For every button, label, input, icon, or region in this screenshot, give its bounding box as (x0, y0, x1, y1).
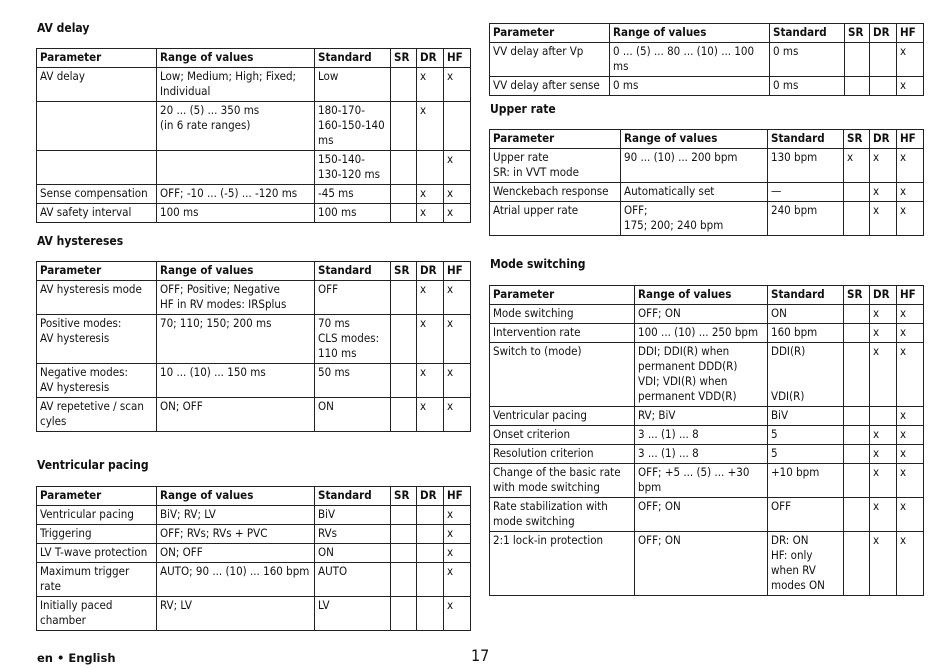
cell-sr (391, 563, 417, 597)
table-row (37, 563, 471, 597)
table-row (490, 202, 924, 236)
cell-hf: x (444, 315, 471, 364)
cell-parameter: 2:1 lock-in protection (490, 532, 635, 596)
cell-hf: x (897, 77, 924, 96)
cell-sr (845, 77, 870, 96)
cell-sr (844, 202, 870, 236)
cell-dr: x (417, 315, 444, 364)
header-sr: SR (845, 24, 870, 43)
cell-range: Low; Medium; High; Fixed; Individual (157, 68, 315, 102)
cell-dr: x (870, 445, 897, 464)
table-row (490, 464, 924, 498)
table-row (490, 426, 924, 445)
table-row (37, 597, 471, 631)
cell-range: OFF; ON (635, 532, 768, 596)
cell-standard: DDI(R) VDI(R) (768, 343, 844, 407)
cell-dr (417, 544, 444, 563)
cell-sr (845, 43, 870, 77)
header-hf: HF (897, 286, 924, 305)
cell-range: OFF; ON (635, 498, 768, 532)
table-row (37, 315, 471, 364)
cell-parameter: Onset criterion (490, 426, 635, 445)
cell-hf: x (444, 68, 471, 102)
cell-hf: x (897, 532, 924, 596)
cell-dr: x (870, 464, 897, 498)
vv-delay-table (489, 23, 924, 96)
cell-sr (391, 204, 417, 223)
cell-sr (391, 185, 417, 204)
table-row (37, 185, 471, 204)
table-row (37, 506, 471, 525)
header-range: Range of values (157, 49, 315, 68)
cell-hf: x (444, 281, 471, 315)
cell-hf: x (897, 324, 924, 343)
cell-range: 3 ... (1) ... 8 (635, 426, 768, 445)
cell-range: OFF; 175; 200; 240 bpm (621, 202, 768, 236)
cell-standard: LV (315, 597, 391, 631)
table-row (490, 183, 924, 202)
cell-standard: -45 ms (315, 185, 391, 204)
cell-standard: 100 ms (315, 204, 391, 223)
cell-parameter: Maximum trigger rate (37, 563, 157, 597)
cell-range: OFF; Positive; Negative HF in RV modes: IRSplus (157, 281, 315, 315)
section-title-av-hystereses: AV hystereses (37, 234, 124, 248)
cell-dr (417, 506, 444, 525)
header-range: Range of values (635, 286, 768, 305)
header-standard: Standard (770, 24, 845, 43)
table-row (490, 498, 924, 532)
cell-dr (870, 43, 897, 77)
cell-parameter: AV repetetive / scan cyles (37, 398, 157, 432)
cell-dr (417, 597, 444, 631)
cell-sr (391, 398, 417, 432)
cell-hf: x (897, 305, 924, 324)
cell-dr: x (870, 202, 897, 236)
cell-parameter: Positive modes: AV hysteresis (37, 315, 157, 364)
cell-sr (844, 426, 870, 445)
cell-standard: 5 (768, 426, 844, 445)
header-sr: SR (391, 487, 417, 506)
av-hystereses-table (36, 261, 471, 432)
cell-dr: x (417, 185, 444, 204)
table-row (490, 532, 924, 596)
cell-range: 0 ms (610, 77, 770, 96)
cell-range: 20 ... (5) ... 350 ms (in 6 rate ranges) (157, 102, 315, 151)
cell-sr: x (844, 149, 870, 183)
cell-sr (391, 506, 417, 525)
cell-sr (844, 183, 870, 202)
cell-dr: x (870, 498, 897, 532)
cell-parameter: AV delay (37, 68, 157, 102)
cell-standard: ON (768, 305, 844, 324)
cell-range: 70; 110; 150; 200 ms (157, 315, 315, 364)
table-row (37, 68, 471, 102)
cell-dr: x (417, 281, 444, 315)
cell-parameter: Sense compensation (37, 185, 157, 204)
header-hf: HF (897, 24, 924, 43)
cell-sr (844, 407, 870, 426)
header-range: Range of values (610, 24, 770, 43)
cell-parameter: LV T-wave protection (37, 544, 157, 563)
cell-hf: x (444, 364, 471, 398)
upper-rate-table (489, 129, 924, 236)
cell-hf (444, 102, 471, 151)
table-row (37, 151, 471, 185)
cell-standard: +10 bpm (768, 464, 844, 498)
cell-range: 100 ms (157, 204, 315, 223)
cell-dr: x (870, 183, 897, 202)
cell-dr: x (417, 364, 444, 398)
header-dr: DR (870, 130, 897, 149)
table-row (490, 43, 924, 77)
cell-parameter: Intervention rate (490, 324, 635, 343)
table-row (490, 305, 924, 324)
cell-sr (391, 597, 417, 631)
header-hf: HF (444, 487, 471, 506)
cell-hf: x (897, 149, 924, 183)
cell-range: Automatically set (621, 183, 768, 202)
header-dr: DR (870, 24, 897, 43)
cell-sr (844, 324, 870, 343)
header-range: Range of values (157, 262, 315, 281)
table-row (37, 102, 471, 151)
section-title-ventricular-pacing: Ventricular pacing (37, 458, 149, 472)
cell-dr: x (417, 68, 444, 102)
header-parameter: Parameter (37, 487, 157, 506)
cell-standard: BiV (315, 506, 391, 525)
cell-dr (870, 407, 897, 426)
cell-parameter: Resolution criterion (490, 445, 635, 464)
table-row (37, 204, 471, 223)
cell-hf: x (897, 202, 924, 236)
ventricular-pacing-table (36, 486, 471, 631)
cell-parameter (37, 102, 157, 151)
cell-dr (870, 77, 897, 96)
cell-standard: 130 bpm (768, 149, 844, 183)
cell-range: 90 ... (10) ... 200 bpm (621, 149, 768, 183)
cell-parameter: Negative modes: AV hysteresis (37, 364, 157, 398)
cell-sr (844, 343, 870, 407)
cell-range: ON; OFF (157, 544, 315, 563)
cell-hf: x (444, 506, 471, 525)
cell-standard: 70 ms CLS modes: 110 ms (315, 315, 391, 364)
cell-dr: x (417, 398, 444, 432)
cell-hf: x (897, 445, 924, 464)
cell-standard: 180-170-160-150-140 ms (315, 102, 391, 151)
table-header-row (37, 487, 471, 506)
cell-sr (391, 68, 417, 102)
cell-hf: x (444, 544, 471, 563)
cell-range: 0 ... (5) ... 80 ... (10) ... 100 ms (610, 43, 770, 77)
header-standard: Standard (768, 130, 844, 149)
cell-range: OFF; -10 ... (-5) ... -120 ms (157, 185, 315, 204)
cell-dr: x (870, 426, 897, 445)
cell-dr: x (870, 149, 897, 183)
header-hf: HF (444, 49, 471, 68)
cell-standard: BiV (768, 407, 844, 426)
header-parameter: Parameter (37, 49, 157, 68)
cell-hf: x (444, 151, 471, 185)
cell-parameter: Mode switching (490, 305, 635, 324)
header-hf: HF (444, 262, 471, 281)
table-row (37, 544, 471, 563)
cell-parameter: Wenckebach response (490, 183, 621, 202)
header-dr: DR (870, 286, 897, 305)
cell-standard: 0 ms (770, 43, 845, 77)
cell-parameter: Change of the basic rate with mode switching (490, 464, 635, 498)
cell-standard: 5 (768, 445, 844, 464)
cell-hf: x (897, 407, 924, 426)
av-delay-table (36, 48, 471, 223)
table-row (490, 149, 924, 183)
table-row (37, 281, 471, 315)
cell-dr: x (870, 305, 897, 324)
cell-sr (391, 102, 417, 151)
cell-parameter: Triggering (37, 525, 157, 544)
cell-sr (391, 315, 417, 364)
cell-hf: x (897, 498, 924, 532)
cell-range (157, 151, 315, 185)
cell-parameter: Switch to (mode) (490, 343, 635, 407)
cell-standard: OFF (768, 498, 844, 532)
table-row (490, 343, 924, 407)
cell-hf: x (444, 597, 471, 631)
cell-hf: x (897, 464, 924, 498)
cell-dr (417, 151, 444, 185)
cell-range: OFF; +5 ... (5) ... +30 bpm (635, 464, 768, 498)
cell-parameter: VV delay after Vp (490, 43, 610, 77)
cell-parameter: Ventricular pacing (490, 407, 635, 426)
header-sr: SR (391, 262, 417, 281)
cell-range: 3 ... (1) ... 8 (635, 445, 768, 464)
cell-range: BiV; RV; LV (157, 506, 315, 525)
cell-sr (391, 544, 417, 563)
table-header-row (490, 130, 924, 149)
header-dr: DR (417, 262, 444, 281)
cell-standard: 50 ms (315, 364, 391, 398)
cell-standard: RVs (315, 525, 391, 544)
header-sr: SR (844, 286, 870, 305)
cell-sr (391, 281, 417, 315)
table-row (37, 525, 471, 544)
table-row (37, 364, 471, 398)
table-header-row (37, 262, 471, 281)
table-row (490, 324, 924, 343)
cell-hf: x (444, 185, 471, 204)
table-header-row (490, 24, 924, 43)
cell-sr (844, 445, 870, 464)
cell-standard: ON (315, 398, 391, 432)
cell-range: RV; BiV (635, 407, 768, 426)
header-standard: Standard (315, 487, 391, 506)
cell-hf: x (897, 426, 924, 445)
cell-parameter: VV delay after sense (490, 77, 610, 96)
cell-range: ON; OFF (157, 398, 315, 432)
cell-hf: x (444, 525, 471, 544)
table-row (490, 77, 924, 96)
cell-hf: x (897, 343, 924, 407)
header-parameter: Parameter (490, 24, 610, 43)
section-title-mode-switching: Mode switching (490, 257, 586, 271)
cell-range: OFF; ON (635, 305, 768, 324)
header-dr: DR (417, 487, 444, 506)
cell-range: 10 ... (10) ... 150 ms (157, 364, 315, 398)
footer-language: en • English (37, 651, 116, 665)
cell-dr: x (870, 343, 897, 407)
header-parameter: Parameter (490, 130, 621, 149)
table-row (490, 445, 924, 464)
page-number: 17 (471, 646, 490, 665)
table-header-row (37, 49, 471, 68)
header-hf: HF (897, 130, 924, 149)
header-range: Range of values (157, 487, 315, 506)
header-parameter: Parameter (37, 262, 157, 281)
cell-standard: — (768, 183, 844, 202)
cell-hf: x (444, 204, 471, 223)
header-parameter: Parameter (490, 286, 635, 305)
header-dr: DR (417, 49, 444, 68)
cell-hf: x (897, 183, 924, 202)
cell-standard: 0 ms (770, 77, 845, 96)
cell-sr (391, 525, 417, 544)
header-sr: SR (391, 49, 417, 68)
header-standard: Standard (315, 262, 391, 281)
cell-sr (391, 364, 417, 398)
cell-range: RV; LV (157, 597, 315, 631)
cell-sr (844, 464, 870, 498)
cell-sr (844, 305, 870, 324)
header-standard: Standard (768, 286, 844, 305)
section-title-upper-rate: Upper rate (490, 102, 556, 116)
cell-hf: x (444, 563, 471, 597)
cell-hf: x (444, 398, 471, 432)
cell-dr: x (870, 532, 897, 596)
cell-parameter: Ventricular pacing (37, 506, 157, 525)
cell-standard: AUTO (315, 563, 391, 597)
cell-standard: Low (315, 68, 391, 102)
cell-dr: x (870, 324, 897, 343)
mode-switching-table (489, 285, 924, 596)
header-sr: SR (844, 130, 870, 149)
cell-parameter (37, 151, 157, 185)
cell-standard: 150-140-130-120 ms (315, 151, 391, 185)
header-range: Range of values (621, 130, 768, 149)
cell-dr: x (417, 102, 444, 151)
header-standard: Standard (315, 49, 391, 68)
cell-standard: ON (315, 544, 391, 563)
cell-range: DDI; DDI(R) when permanent DDD(R) VDI; VDI(R) when permanent VDD(R) (635, 343, 768, 407)
section-title-av-delay: AV delay (37, 21, 90, 35)
cell-parameter: Initially paced chamber (37, 597, 157, 631)
cell-sr (391, 151, 417, 185)
cell-parameter: AV hysteresis mode (37, 281, 157, 315)
cell-dr (417, 563, 444, 597)
cell-standard: 160 bpm (768, 324, 844, 343)
cell-standard: OFF (315, 281, 391, 315)
cell-parameter: Upper rate SR: in VVT mode (490, 149, 621, 183)
cell-sr (844, 532, 870, 596)
cell-dr (417, 525, 444, 544)
cell-parameter: Atrial upper rate (490, 202, 621, 236)
table-row (490, 407, 924, 426)
table-header-row (490, 286, 924, 305)
cell-standard: 240 bpm (768, 202, 844, 236)
cell-range: OFF; RVs; RVs + PVC (157, 525, 315, 544)
cell-range: AUTO; 90 ... (10) ... 160 bpm (157, 563, 315, 597)
cell-standard: DR: ON HF: only when RV modes ON (768, 532, 844, 596)
cell-parameter: AV safety interval (37, 204, 157, 223)
cell-hf: x (897, 43, 924, 77)
cell-parameter: Rate stabilization with mode switching (490, 498, 635, 532)
cell-range: 100 ... (10) ... 250 bpm (635, 324, 768, 343)
cell-dr: x (417, 204, 444, 223)
cell-sr (844, 498, 870, 532)
table-row (37, 398, 471, 432)
